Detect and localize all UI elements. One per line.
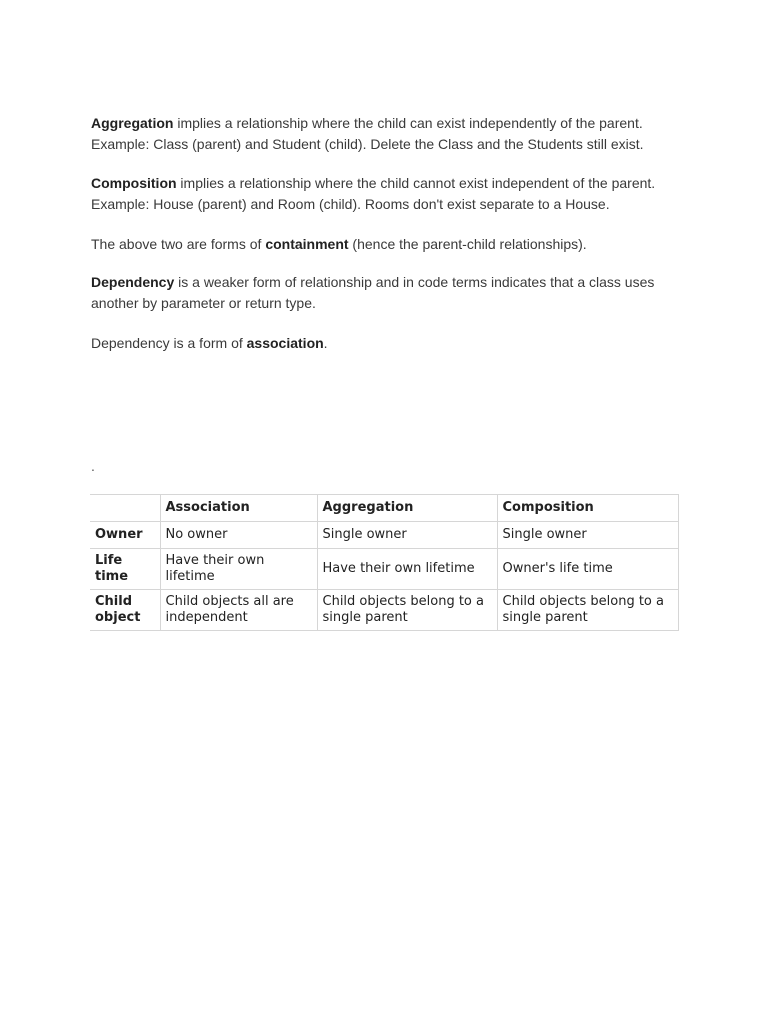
- table-cell: Single owner: [497, 522, 678, 549]
- cell-line: lifetime: [165, 569, 215, 584]
- row-header-lifetime: [90, 549, 160, 590]
- table-row-child-object: [90, 590, 678, 631]
- table-corner-cell: [90, 495, 160, 522]
- term-aggregation: Aggregation: [91, 115, 174, 131]
- table-cell: Single owner: [317, 522, 497, 549]
- table-cell: No owner: [160, 522, 317, 549]
- cell-line: Have their own: [165, 553, 265, 568]
- cell-line: Child objects belong to a: [322, 594, 484, 609]
- paragraph-dependency: [91, 272, 691, 314]
- row-header-line: Life: [95, 553, 123, 568]
- paragraph-line: [91, 113, 691, 134]
- table-row-owner: [90, 522, 678, 549]
- comparison-table: [90, 494, 679, 631]
- cell-line: Child objects all are: [165, 594, 294, 609]
- paragraph-text: The above two are forms of: [91, 236, 266, 252]
- paragraph-containment: [91, 234, 691, 255]
- paragraph-line: [91, 333, 691, 354]
- paragraph-line: [91, 272, 691, 293]
- term-composition: Composition: [91, 175, 177, 191]
- term-containment: containment: [265, 236, 349, 252]
- paragraph-association: [91, 333, 691, 354]
- column-header-composition: Composition: [497, 495, 678, 522]
- row-header-line: Child: [95, 594, 133, 609]
- paragraph-text: implies a relationship where the child can exist independently of the parent.: [173, 115, 643, 131]
- term-association: association: [246, 335, 324, 351]
- row-header-line: object: [95, 610, 141, 625]
- cell-line: single parent: [502, 610, 588, 625]
- table-cell: [497, 590, 678, 631]
- row-header-owner: Owner: [90, 522, 160, 549]
- table-cell: Owner's life time: [497, 549, 678, 590]
- paragraph-example: Example: House (parent) and Room (child). Rooms don't exist separate to a House.: [91, 196, 610, 212]
- paragraph-text: Dependency is a form of: [91, 335, 247, 351]
- cell-line: Child objects belong to a: [502, 594, 664, 609]
- paragraph-line: [91, 173, 691, 194]
- paragraph-text: .: [323, 335, 328, 351]
- table-cell: [317, 590, 497, 631]
- term-dependency: Dependency: [91, 274, 175, 290]
- paragraph-composition: [91, 173, 691, 215]
- table-header-row: [90, 495, 678, 522]
- paragraph-aggregation: [91, 113, 691, 155]
- table-row-lifetime: [90, 549, 678, 590]
- cell-line: single parent: [322, 610, 408, 625]
- table-cell: Have their own lifetime: [317, 549, 497, 590]
- column-header-aggregation: Aggregation: [317, 495, 497, 522]
- paragraph-text: is a weaker form of relationship and in code terms indicates that a class uses: [174, 274, 655, 290]
- paragraph-example: Example: Class (parent) and Student (child). Delete the Class and the Students still exist.: [91, 136, 644, 152]
- cell-line: independent: [165, 610, 248, 625]
- paragraph-text: implies a relationship where the child cannot exist independent of the parent.: [176, 175, 656, 191]
- table-cell: [160, 590, 317, 631]
- table-cell: [160, 549, 317, 590]
- row-header-child-object: [90, 590, 160, 631]
- separator-dot: .: [91, 458, 95, 474]
- column-header-association: Association: [160, 495, 317, 522]
- row-header-line: time: [95, 569, 129, 584]
- paragraph-line: [91, 234, 691, 255]
- paragraph-text: (hence the parent-child relationships).: [348, 236, 587, 252]
- paragraph-line: another by parameter or return type.: [91, 295, 316, 311]
